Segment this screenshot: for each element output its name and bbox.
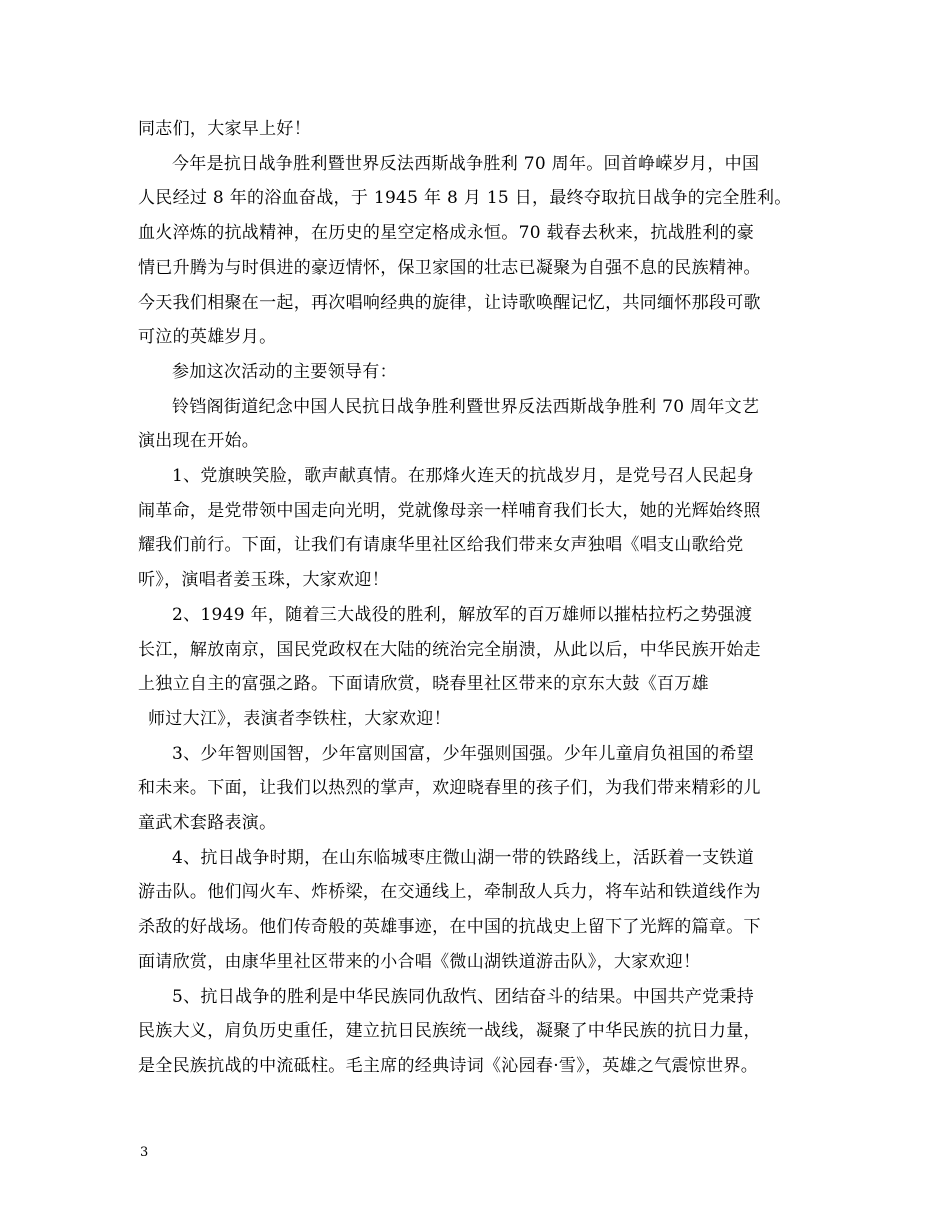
text-line: 是全民族抗战的中流砥柱。毛主席的经典诗词《沁园春·雪》，英雄之气震惊世界。 (138, 1055, 759, 1076)
text-line: 今天我们相聚在一起，再次唱响经典的旋律，让诗歌唤醒记忆，共同缅怀那段可歌 (138, 292, 761, 313)
program-item-3 (138, 737, 826, 841)
page-number: 3 (140, 1145, 149, 1160)
text-line: 耀我们前行。下面，让我们有请康华里社区给我们带来女声独唱《唱支山歌给党 (138, 535, 744, 556)
text-line: 面请欣赏，由康华里社区带来的小合唱《微山湖铁道游击队》，大家欢迎！ (138, 951, 701, 972)
text-line: 5、抗日战争的胜利是中华民族同仇敌忾、团结奋斗的结果。中国共产党秉持 (172, 986, 755, 1007)
text-line: 杀敌的好战场。他们传奇般的英雄事迹，在中国的抗战史上留下了光辉的篇章。下 (138, 917, 761, 938)
text-line: 和未来。下面，让我们以热烈的掌声，欢迎晓春里的孩子们，为我们带来精彩的儿 (138, 778, 761, 799)
text-line: 童武术套路表演。 (138, 813, 277, 834)
program-item-5 (138, 980, 826, 1084)
text-line: 游击队。他们闯火车、炸桥梁，在交通线上，牵制敌人兵力，将车站和铁道线作为 (138, 882, 761, 903)
text-line: 长江，解放南京，国民党政权在大陆的统治完全崩溃，从此以后，中华民族开始走 (138, 639, 761, 660)
program-item-2 (138, 598, 826, 702)
text-line: 3、少年智则国智，少年富则国富，少年强则国强。少年儿童肩负祖国的希望 (172, 743, 755, 764)
document-body (138, 112, 826, 1084)
text-line: 血火淬炼的抗战精神，在历史的星空定格成永恒。70 载春去秋来，抗战胜利的豪 (138, 223, 755, 244)
text-line: 师过大江》，表演者李铁柱，大家欢迎！ (148, 708, 451, 729)
text-line: 铃铛阁街道纪念中国人民抗日战争胜利暨世界反法西斯战争胜利 70 周年文艺 (172, 396, 760, 417)
text-line: 2、1949 年，随着三大战役的胜利，解放军的百万雄师以摧枯拉朽之势强渡 (172, 604, 753, 625)
text-line: 4、抗日战争时期，在山东临城枣庄微山湖一带的铁路线上，活跃着一支铁道 (172, 847, 755, 868)
text-line: 今年是抗日战争胜利暨世界反法西斯战争胜利 70 周年。回首峥嵘岁月，中国 (172, 153, 760, 174)
text-line: 演出现在开始。 (138, 431, 260, 452)
leaders-paragraph (138, 355, 826, 390)
program-item-4 (138, 841, 826, 980)
text-line: 1、党旗映笑脸，歌声献真情。在那烽火连天的抗战岁月，是党号召人民起身 (172, 466, 755, 487)
text-line: 参加这次活动的主要领导有： (172, 361, 397, 382)
program-item-1 (138, 459, 826, 598)
intro-paragraph (138, 147, 826, 355)
text-line: 人民经过 8 年的浴血奋战，于 1945 年 8 月 15 日，最终夺取抗日战争的完全胜利。 (138, 188, 792, 209)
text-line: 听》，演唱者姜玉珠，大家欢迎！ (138, 570, 389, 591)
text-line: 情已升腾为与时俱进的豪迈情怀，保卫家国的壮志已凝聚为自强不息的民族精神。 (138, 257, 761, 278)
program-item-2-continued (138, 702, 826, 737)
text-line: 闹革命，是党带领中国走向光明，党就像母亲一样哺育我们长大，她的光辉始终照 (138, 500, 761, 521)
text-line: 可泣的英雄岁月。 (138, 327, 277, 348)
greeting-paragraph (138, 112, 826, 147)
text-line: 民族大义，肩负历史重任，建立抗日民族统一战线，凝聚了中华民族的抗日力量， (138, 1021, 761, 1042)
text-line: 上独立自主的富强之路。下面请欣赏，晓春里社区带来的京东大鼓《百万雄 (138, 674, 709, 695)
opening-paragraph (138, 390, 826, 459)
text-line: 同志们，大家早上好！ (138, 119, 311, 139)
